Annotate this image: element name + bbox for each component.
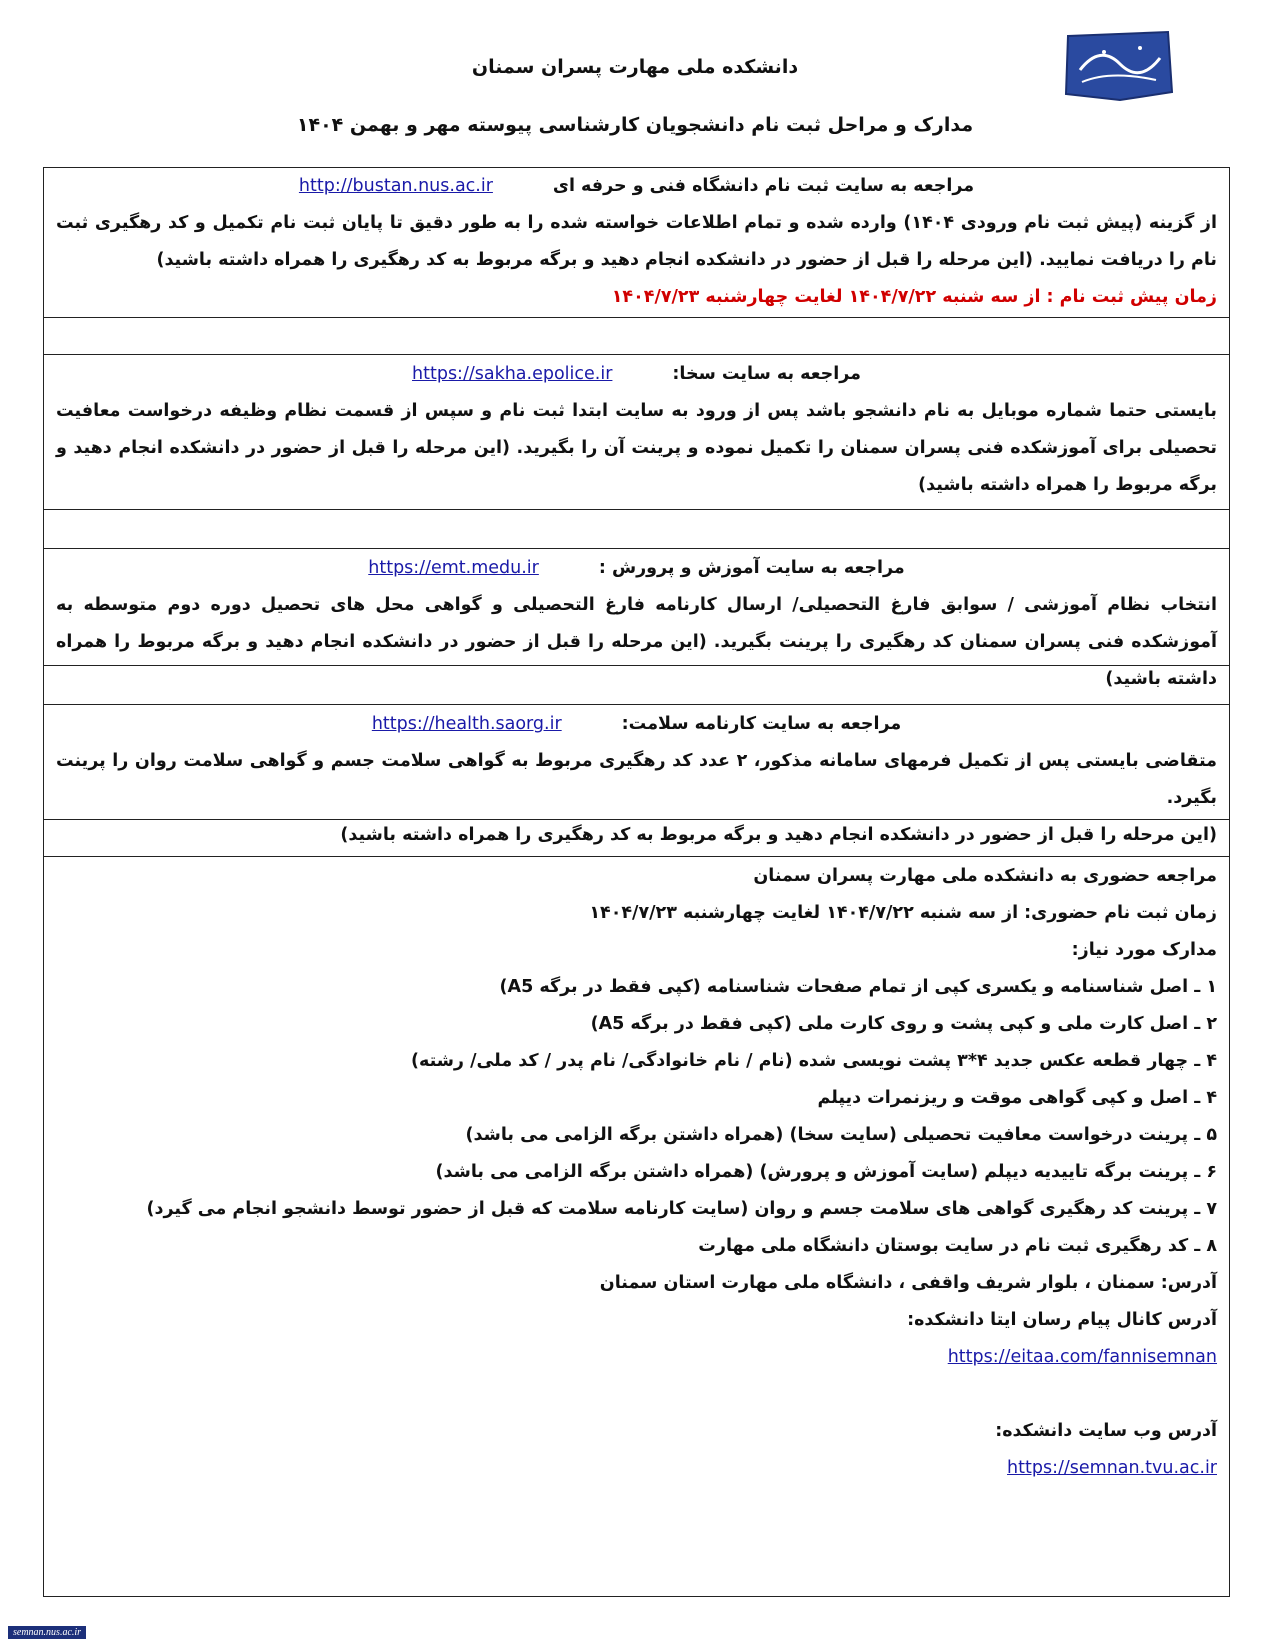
doc-item: ۵ ـ پرینت درخواست معافیت تحصیلی (سایت سخا) (همراه داشتن برگه الزامی می باشد) [465, 1125, 1217, 1145]
step-1-deadline: زمان پیش ثبت نام : از سه شنبه ۱۴۰۴/۷/۲۲ لغایت چهارشنبه ۱۴۰۴/۷/۲۳ [611, 287, 1217, 307]
footer-site-badge: semnan.nus.ac.ir [8, 1626, 86, 1639]
doc-item: ۸ ـ کد رهگیری ثبت نام در سایت بوستان دانشگاه ملی مهارت [698, 1236, 1217, 1256]
step-2-section [44, 356, 1229, 510]
step-4-note: (این مرحله را قبل از حضور در دانشکده انجام دهید و برگه مربوط به کد رهگیری را همراه داشته باشید) [340, 825, 1217, 845]
step-5-time: زمان ثبت نام حضوری: از سه شنبه ۱۴۰۴/۷/۲۲ لغایت چهارشنبه ۱۴۰۴/۷/۲۳ [589, 903, 1217, 923]
channel-label: آدرس کانال پیام رسان ایتا دانشکده: [907, 1310, 1217, 1330]
step-1-section [44, 168, 1229, 318]
step-4-body: متقاضی بایستی پس از تکمیل فرمهای سامانه مذکور، ۲ عدد کد رهگیری مربوط به گواهی سلامت جسم و گواهی سلامت روان را پرینت بگیرد. [56, 751, 1217, 808]
step-3-heading: مراجعه به سایت آموزش و پرورش : [598, 558, 905, 578]
spacer-row [44, 820, 1229, 857]
step-1-heading: مراجعه به سایت ثبت نام دانشگاه فنی و حرفه ای [552, 176, 975, 196]
step-2-heading: مراجعه به سایت سخا: [672, 364, 861, 384]
eitaa-link[interactable]: https://eitaa.com/fannisemnan [947, 1347, 1217, 1367]
step-1-body: از گزینه (پیش ثبت نام ورودی ۱۴۰۴) وارده شده و تمام اطلاعات خواسته شده را به طور دقیق تا پایان ثبت نام تکمیل و کد رهگیری ثبت نام را دریافت نمایید. (این مرحله را قبل از حضور در دانشکده انجام دهید و برگه مربوط به کد رهگیری را همراه داشته باشید) [56, 213, 1217, 270]
docs-title: مدارک مورد نیاز: [1071, 940, 1217, 960]
doc-item: ۶ ـ پرینت برگه تاییدیه دیپلم (سایت آموزش و پرورش) (همراه داشتن برگه الزامی می باشد) [435, 1162, 1217, 1182]
doc-item: ۷ ـ پرینت کد رهگیری گواهی های سلامت جسم و روان (سایت کارنامه سلامت که قبل از حضور توسط دانشجو انجام می گیرد) [146, 1199, 1217, 1219]
step-2-body: بایستی حتما شماره موبایل به نام دانشجو باشد پس از ورود به سایت ابتدا ثبت نام و سپس از قسمت نظام وظیفه درخواست معافیت تحصیلی برای آموزشکده فنی پسران سمنان را تکمیل نموده و پرینت آن را بگیرید. (این مرحله را قبل از حضور در دانشکده انجام دهید و برگه مربوط را همراه داشته باشید) [56, 401, 1217, 495]
step-4-heading: مراجعه به سایت کارنامه سلامت: [621, 714, 902, 734]
address: آدرس: سمنان ، بلوار شریف واقفی ، دانشگاه ملی مهارت استان سمنان [599, 1273, 1217, 1293]
spacer-row [44, 318, 1229, 355]
doc-item: ۱ ـ اصل شناسنامه و یکسری کپی از تمام صفحات شناسنامه (کپی فقط در برگه A5) [499, 977, 1217, 997]
step-4-section [44, 706, 1229, 845]
emt-link[interactable]: https://emt.medu.ir [368, 558, 539, 578]
doc-item: ۴ ـ اصل و کپی گواهی موقت و ریزنمرات دیپلم [817, 1088, 1217, 1108]
doc-item: ۲ ـ اصل کارت ملی و کپی پشت و روی کارت ملی (کپی فقط در برگه A5) [590, 1014, 1217, 1034]
step-3-body: انتخاب نظام آموزشی / سوابق فارغ التحصیلی/ ارسال کارنامه فارغ التحصیلی و گواهی محل های تحصیل دوره دوم متوسطه به آموزشکده فنی پسران سمنان کد رهگیری را پرینت بگیرید. (این مرحله را قبل از حضور در دانشکده انجام دهید و برگه مربوط را همراه داشته باشید) [56, 595, 1217, 689]
step-5-heading: مراجعه حضوری به دانشکده ملی مهارت پسران سمنان [753, 866, 1217, 886]
step-5-section [44, 858, 1229, 1596]
spacer-row [44, 666, 1229, 705]
sakha-link[interactable]: https://sakha.epolice.ir [412, 364, 613, 384]
website-link[interactable]: https://semnan.tvu.ac.ir [1007, 1458, 1217, 1478]
health-link[interactable]: https://health.saorg.ir [371, 714, 562, 734]
document-subtitle: مدارک و مراحل ثبت نام دانشجویان کارشناسی پیوسته مهر و بهمن ۱۴۰۴ [296, 114, 974, 136]
bustan-link[interactable]: http://bustan.nus.ac.ir [298, 176, 493, 196]
spacer-row [44, 510, 1229, 549]
step-3-section [44, 550, 1229, 689]
steps-table [43, 167, 1230, 1597]
website-label: آدرس وب سایت دانشکده: [995, 1421, 1217, 1441]
doc-item: ۴ ـ چهار قطعه عکس جدید ۴*۳ پشت نویسی شده (نام / نام خانوادگی/ نام پدر / کد ملی/ رشته) [410, 1051, 1217, 1071]
document-title: دانشکده ملی مهارت پسران سمنان [471, 56, 799, 78]
university-logo [1060, 30, 1176, 102]
